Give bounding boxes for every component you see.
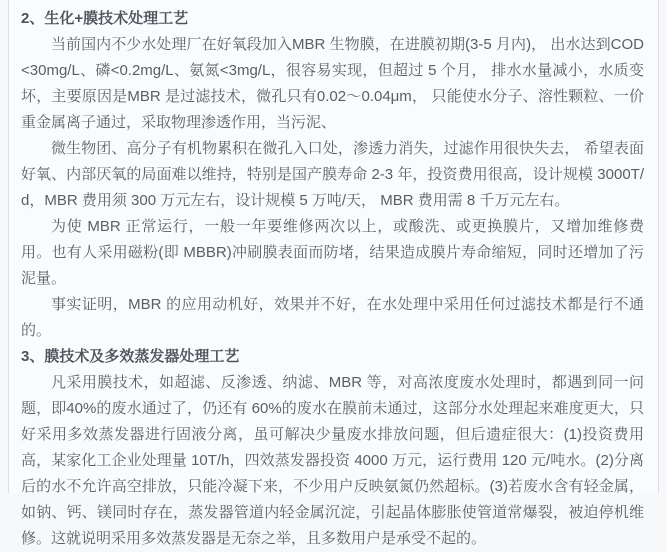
paragraph: 为使 MBR 正常运行，一般一年要维修两次以上，或酸洗、或更换膜片，又增加维修费用。也有人采用磁粉(即 MBBR)冲刷膜表面而防堵，结果造成膜片寿命缩短，同时还增加了污泥量。 [21, 218, 644, 287]
paragraph: 当前国内不少水处理厂在好氧段加入MBR 生物膜，在进膜初期(3-5 月内)， 出水达到COD<30mg/L、磷<0.2mg/L、氨氮<3mg/L，很容易实现，但超过 5 个月， 排水水量减小，水质变坏，主要原因是MBR 是过滤技术，微孔只有0.02～0.04μm， 只能使水分子、溶性颗粒、一价重金属离子通过，采取物理渗透作用，当污泥、 [21, 36, 644, 131]
section-heading-membrane-evaporator: 3、膜技术及多效蒸发器处理工艺 [21, 348, 240, 365]
paragraph: 凡采用膜技术，如超滤、反渗透、纳滤、MBR 等，对高浓度废水处理时，都遇到同一问题，即40%的废水通过了，仍还有 60%的废水在膜前未通过，这部分水处理起来难度更大，只好采用多效蒸发器进行固液分离，虽可解决少量废水排放问题，但后遗症很大：(1)投资费用高，某家化工企业处理量 10T/h，四效蒸发器投资 4000 万元，运行费用 120 元/吨水。(2)分离后的水不允许高空排放，只能冷凝下来，不少用户反映氨氮仍然超标。(3)若废水含有轻金属，如钠、钙、镁同时存在，蒸发器管道内轻金属沉淀，引起晶体膨胀使管道常爆裂，被迫停机维修。这就说明采用多效蒸发器是无奈之举，且多数用户是承受不起的。 [21, 374, 644, 547]
article-panel [8, 0, 659, 547]
paragraph: 事实证明，MBR 的应用动机好，效果并不好，在水处理中采用任何过滤技术都是行不通的。 [21, 296, 644, 339]
section-heading-biochem-membrane: 2、生化+膜技术处理工艺 [21, 10, 189, 27]
paragraph: 微生物团、高分子有机物累积在微孔入口处，渗透力消失，过滤作用很快失去， 希望表面好氧、内部厌氧的局面难以维持，特别是国产膜寿命 2-3 年，投资费用很高，设计规模 3000T/d，MBR 费用须 300 万元左右，设计规模 5 万吨/天， MBR 费用需 8 千万元左右。 [21, 140, 644, 209]
